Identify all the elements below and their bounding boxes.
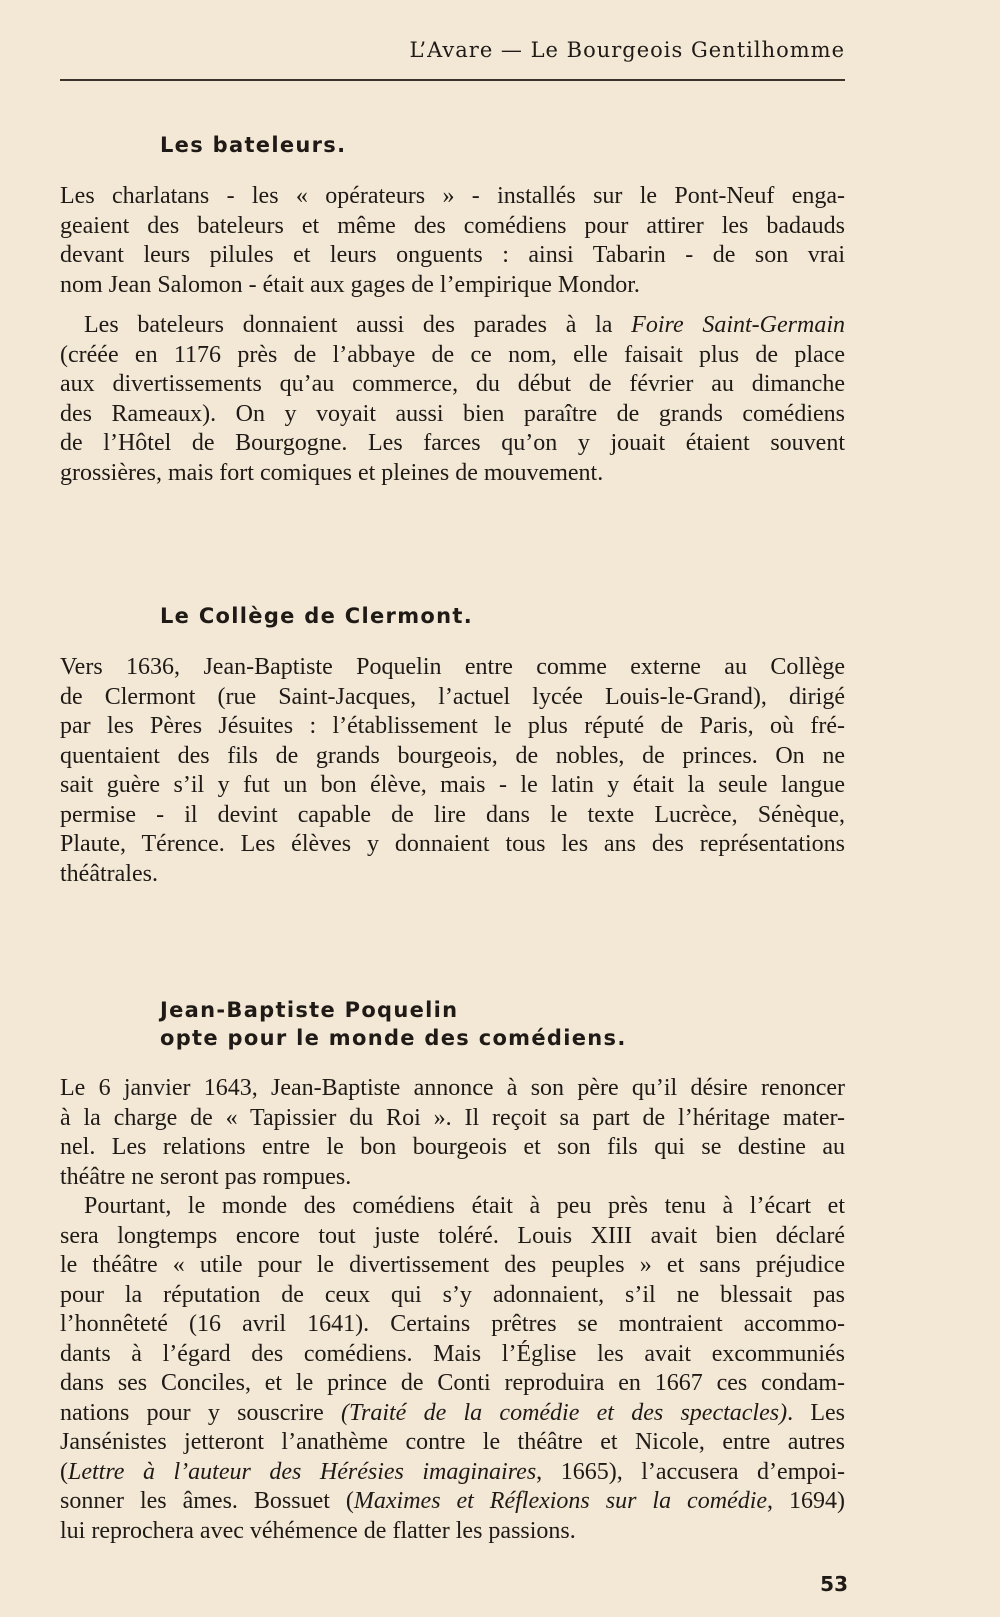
italic-title: (Traité de la comédie et des spectacles) xyxy=(340,1399,788,1426)
header-rule xyxy=(60,79,845,81)
heading-line: opte pour le monde des comédiens. xyxy=(160,1026,627,1050)
text-line: pour la réputation de ceux qui s’y adonnaient, s’il ne blessait pas xyxy=(60,1281,845,1308)
paragraph xyxy=(60,1192,845,1546)
text-line: le théâtre « utile pour le divertissement des peuples » et sans préjudice xyxy=(60,1252,845,1278)
section-heading-poquelin xyxy=(160,996,627,1052)
text-line: théâtre ne seront pas rompues. xyxy=(60,1163,352,1190)
paragraph xyxy=(60,653,845,889)
text-line: geaient des bateleurs et même des comédiens pour attirer les badauds xyxy=(60,212,845,239)
text-line: permise - il devint capable de lire dans le texte Lucrèce, Sénèque, xyxy=(60,801,845,828)
text-line xyxy=(60,1458,845,1488)
page-number: 53 xyxy=(820,1572,848,1596)
heading-line: Jean-Baptiste Poquelin xyxy=(160,998,459,1022)
text-line xyxy=(60,1399,845,1429)
text-line: lui reprochera avec véhémence de flatter les passions. xyxy=(60,1517,576,1544)
paragraph xyxy=(60,1074,845,1192)
text-line: sait guère s’il y fut un bon élève, mais - le latin y était la seule langue xyxy=(60,772,845,798)
text-run: sonner les âmes. Bossuet ( xyxy=(60,1488,354,1514)
running-header: L’Avare — Le Bourgeois Gentilhomme xyxy=(409,38,845,62)
text-run: ( xyxy=(60,1458,68,1485)
text-line: de Clermont (rue Saint-Jacques, l’actuel lycée Louis-le-Grand), dirigé xyxy=(60,683,845,710)
text-line: devant leurs pilules et leurs onguents : ainsi Tabarin - de son vrai xyxy=(60,242,845,268)
text-line: sera longtemps encore tout juste toléré. Louis XIII avait bien déclaré xyxy=(60,1222,845,1249)
text-line: nom Jean Salomon - était aux gages de l’empirique Mondor. xyxy=(60,271,640,298)
text-run: nations pour y souscrire xyxy=(60,1399,341,1426)
text-line: l’honnêteté (16 avril 1641). Certains prêtres se montraient accommo- xyxy=(60,1311,845,1337)
italic-title: Lettre à l’auteur des Hérésies imaginaires xyxy=(68,1458,537,1485)
text-line: Vers 1636, Jean-Baptiste Poquelin entre comme externe au Collège xyxy=(60,654,845,680)
text-line: aux divertissements qu’au commerce, du début de février au dimanche xyxy=(60,371,845,397)
text-line: dants à l’égard des comédiens. Mais l’Église les avait excommuniés xyxy=(60,1340,845,1367)
text-line: (créée en 1176 près de l’abbaye de ce nom, elle faisait plus de place xyxy=(60,341,845,368)
text-run: , 1694) xyxy=(767,1488,845,1514)
text-line: Plaute, Térence. Les élèves y donnaient tous les ans des représentations xyxy=(60,831,845,857)
text-line: théâtrales. xyxy=(60,860,158,887)
text-line: grossières, mais fort comiques et pleines de mouvement. xyxy=(60,459,604,486)
heading-line: Le Collège de Clermont. xyxy=(160,604,473,628)
text-line: par les Pères Jésuites : l’établissement le plus réputé de Paris, où fré- xyxy=(60,713,845,739)
text-run: , 1665), l’accusera d’empoi- xyxy=(536,1458,845,1485)
text-line: de l’Hôtel de Bourgogne. Les farces qu’on y jouait étaient souvent xyxy=(60,430,845,456)
text-line: Le 6 janvier 1643, Jean-Baptiste annonce à son père qu’il désire renoncer xyxy=(60,1075,845,1101)
text-line: Jansénistes jetteront l’anathème contre le théâtre et Nicole, entre autres xyxy=(60,1429,845,1455)
text-line: Pourtant, le monde des comédiens était à peu près tenu à l’écart et xyxy=(84,1193,845,1219)
text-run: . Les xyxy=(787,1399,845,1426)
heading-line: Les bateleurs. xyxy=(160,133,347,157)
text-line: des Rameaux). On y voyait aussi bien paraître de grands comédiens xyxy=(60,400,845,427)
text-line: dans ses Conciles, et le prince de Conti reproduira en 1667 ces condam- xyxy=(60,1370,845,1396)
text-run: Les bateleurs donnaient aussi des parades à la xyxy=(84,312,632,338)
text-line: nel. Les relations entre le bon bourgeois et son fils qui se destine au xyxy=(60,1134,845,1160)
text-line xyxy=(60,1487,845,1517)
paragraph xyxy=(60,311,845,488)
paragraph xyxy=(60,182,845,300)
italic-title: Maximes et Réflexions sur la comédie xyxy=(353,1488,768,1514)
italic-title: Foire Saint-Germain xyxy=(631,312,846,338)
text-line: Les charlatans - les « opérateurs » - installés sur le Pont-Neuf enga- xyxy=(60,183,845,209)
text-line: à la charge de « Tapissier du Roi ». Il reçoit sa part de l’héritage mater- xyxy=(60,1104,845,1131)
section-heading-college xyxy=(160,602,473,630)
section-heading-bateleurs xyxy=(160,131,346,159)
text-line xyxy=(60,311,845,341)
text-line: quentaient des fils de grands bourgeois, de nobles, de princes. On ne xyxy=(60,742,845,769)
